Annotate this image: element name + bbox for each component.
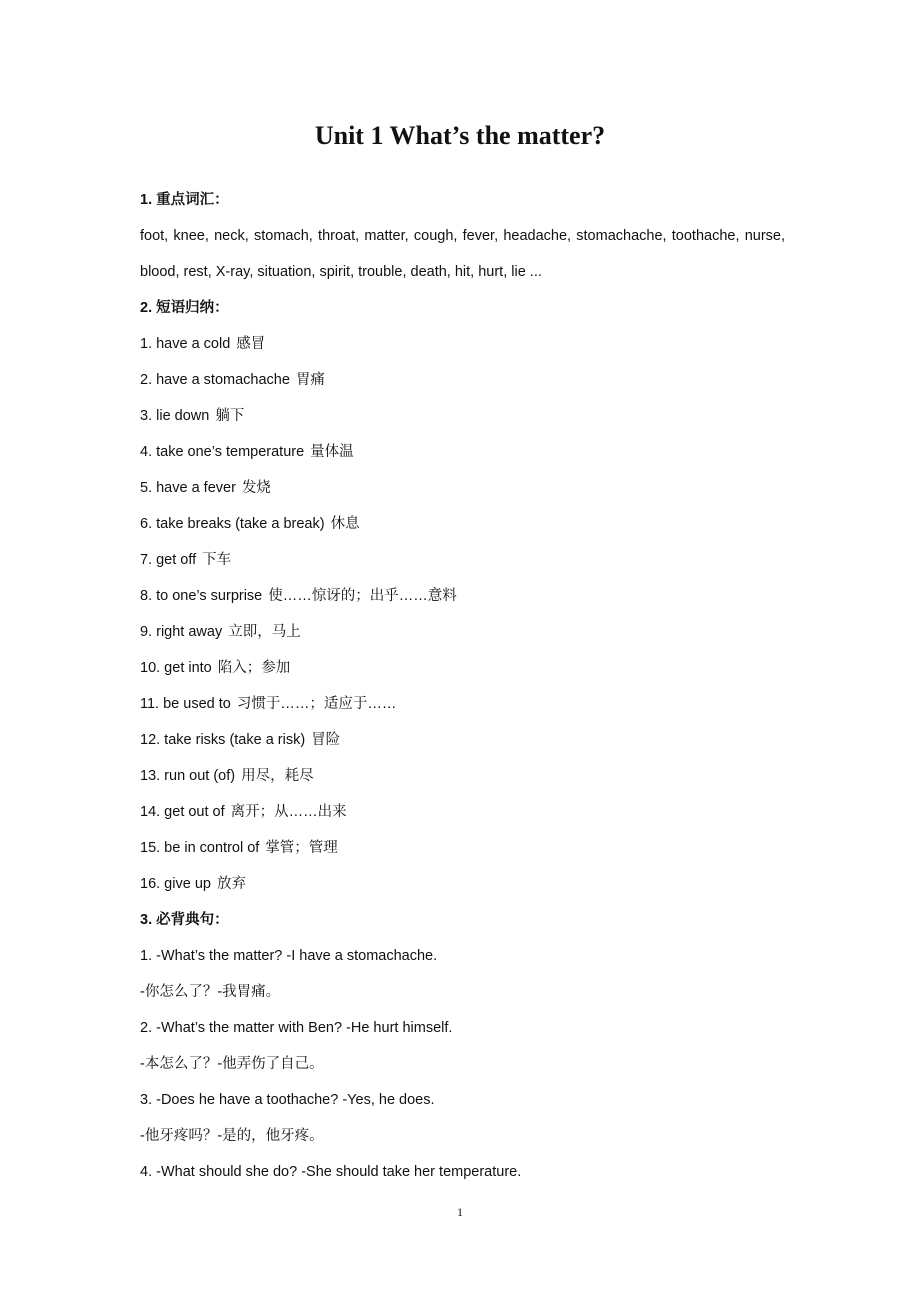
phrase-item — [140, 578, 785, 614]
phrase-zh: 冒险 — [311, 732, 341, 748]
phrase-item — [140, 326, 785, 362]
phrase-zh: 使……惊讶的；出乎……意料 — [268, 588, 457, 604]
phrase-en: 8. to one’s surprise — [140, 588, 263, 604]
phrase-item — [140, 686, 785, 722]
phrase-en: 5. have a fever — [140, 480, 236, 496]
phrase-zh: 用尽，耗尽 — [241, 768, 314, 784]
phrase-zh: 掌管；管理 — [265, 840, 338, 856]
phrase-zh: 放弃 — [216, 876, 246, 892]
phrase-zh: 感冒 — [236, 336, 266, 352]
phrase-item — [140, 866, 785, 902]
phrase-en: 12. take risks (take a risk) — [140, 732, 306, 748]
page-number: 1 — [457, 1205, 463, 1219]
sentence-en: 1. -What’s the matter? -I have a stomachache. — [140, 948, 438, 964]
phrase-item — [140, 614, 785, 650]
vocab-text: foot, knee, neck, stomach, throat, matter, cough, fever, headache, stomachache, toothache, nurse, blood, rest, X-ray, situation, spirit, trouble, death, hit, hurt, lie ... — [140, 228, 785, 280]
phrase-en: 16. give up — [140, 876, 211, 892]
page-title: Unit 1 What’s the matter? — [314, 121, 606, 150]
phrase-en: 2. have a stomachache — [140, 372, 290, 388]
phrase-item — [140, 506, 785, 542]
phrase-zh: 休息 — [330, 516, 360, 532]
phrase-zh: 躺下 — [215, 408, 245, 424]
phrase-en: 7. get off — [140, 552, 197, 568]
phrase-list — [140, 326, 785, 902]
phrase-en: 6. take breaks (take a break) — [140, 516, 325, 532]
phrase-zh: 下车 — [202, 552, 232, 568]
phrase-item — [140, 470, 785, 506]
phrase-en: 1. have a cold — [140, 336, 231, 352]
phrase-en: 15. be in control of — [140, 840, 260, 856]
phrase-zh: 胃痛 — [295, 372, 325, 388]
phrases-heading: 2. 短语归纳： — [140, 300, 229, 316]
phrase-item — [140, 830, 785, 866]
phrase-en: 10. get into — [140, 660, 212, 676]
phrase-en: 4. take one’s temperature — [140, 444, 305, 460]
phrase-en: 3. lie down — [140, 408, 210, 424]
sentence-zh: -本怎么了？-他弄伤了自己。 — [140, 1056, 324, 1072]
phrase-zh: 陷入；参加 — [217, 660, 291, 676]
phrase-item — [140, 362, 785, 398]
phrase-item — [140, 542, 785, 578]
phrase-item — [140, 722, 785, 758]
phrase-en: 9. right away — [140, 624, 223, 640]
phrase-item — [140, 398, 785, 434]
sentence-en: 3. -Does he have a toothache? -Yes, he does. — [140, 1092, 435, 1108]
sentence-list — [140, 938, 785, 1190]
phrase-zh: 发烧 — [241, 480, 271, 496]
phrase-item — [140, 650, 785, 686]
phrase-zh: 量体温 — [310, 444, 354, 460]
phrase-zh: 离开；从……出来 — [230, 804, 347, 820]
phrase-en: 13. run out (of) — [140, 768, 236, 784]
phrase-en: 14. get out of — [140, 804, 225, 820]
vocab-heading: 1. 重点词汇： — [140, 192, 229, 208]
content — [140, 182, 785, 1190]
phrase-item — [140, 434, 785, 470]
phrase-en: 11. be used to — [140, 696, 231, 712]
phrase-zh: 立即，马上 — [228, 624, 301, 640]
sentences-heading: 3. 必背典句： — [140, 912, 229, 928]
phrase-item — [140, 794, 785, 830]
sentence-zh: -他牙疼吗？-是的，他牙疼。 — [140, 1128, 324, 1144]
phrase-item — [140, 758, 785, 794]
phrase-zh: 习惯于……；适应于…… — [236, 696, 397, 712]
sentence-en: 2. -What’s the matter with Ben? -He hurt himself. — [140, 1020, 453, 1036]
sentence-en: 4. -What should she do? -She should take her temperature. — [140, 1164, 522, 1180]
sentence-zh: -你怎么了？-我胃痛。 — [140, 984, 281, 1000]
